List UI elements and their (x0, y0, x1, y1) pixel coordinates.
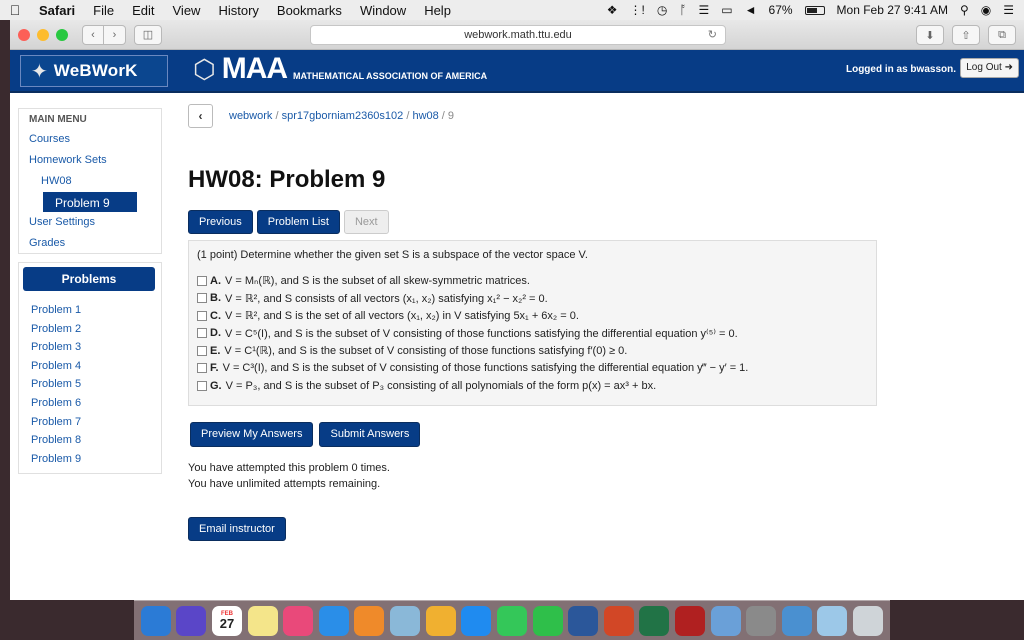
webwork-header (10, 50, 1024, 93)
problem-statement: (1 point) Determine whether the given set S is a subspace of the vector space V. (197, 249, 588, 261)
problem-link[interactable]: Problem 6 (31, 396, 82, 409)
choice-letter: G. (210, 379, 222, 392)
problem-link[interactable]: Problem 3 (31, 341, 82, 354)
battery-icon[interactable] (805, 6, 825, 15)
problem-link[interactable]: Problem 4 (31, 359, 82, 372)
maa-full-name: MATHEMATICAL ASSOCIATION OF AMERICA (293, 71, 488, 81)
chevron-right-icon: › (112, 28, 117, 41)
problem-link[interactable]: Problem 8 (31, 434, 82, 447)
menu-courses-link[interactable]: Courses (29, 133, 70, 145)
finder-icon[interactable] (141, 606, 171, 636)
downloads-button[interactable] (916, 25, 944, 45)
close-window-button[interactable] (18, 29, 30, 41)
menu-edit[interactable]: Edit (132, 2, 155, 18)
menu-user-settings-link[interactable]: User Settings (29, 216, 96, 228)
calendar-day: 27 (219, 616, 235, 631)
attempts-remaining: You have unlimited attempts remaining. (188, 478, 381, 490)
window-controls (18, 29, 68, 41)
menu-view[interactable]: View (172, 2, 201, 18)
time-machine-icon[interactable]: ◷ (656, 3, 668, 17)
powerpoint-icon[interactable] (604, 606, 634, 636)
sidebar-toggle-button[interactable] (134, 25, 162, 45)
answer-choice[interactable] (197, 325, 868, 343)
choice-letter: E. (210, 344, 221, 357)
problem-list-button[interactable]: Problem List (257, 210, 340, 234)
download-icon: ⬇ (925, 29, 935, 42)
problem-nav (188, 210, 389, 234)
minimize-window-button[interactable] (37, 29, 49, 41)
word-icon[interactable] (568, 606, 598, 636)
forward-nav-button[interactable] (104, 25, 126, 45)
answer-choice[interactable] (197, 290, 868, 308)
share-button[interactable] (952, 25, 980, 45)
macos-menu-bar (0, 0, 1024, 20)
menu-clock[interactable]: Mon Feb 27 9:41 AM (836, 3, 948, 17)
webwork-star-icon: ✦ (31, 60, 48, 83)
answer-checkbox[interactable] (197, 276, 207, 286)
ibooks-icon[interactable] (354, 606, 384, 636)
bluetooth-icon[interactable]: ᚩ (679, 3, 687, 17)
share-icon: ⇧ (961, 29, 971, 42)
maa-icosahedron-icon: ⬡ (193, 54, 216, 84)
answer-choice[interactable] (197, 272, 868, 290)
photo-booth-icon[interactable] (675, 606, 705, 636)
menu-grades-link[interactable]: Grades (29, 237, 66, 249)
answer-choice[interactable] (197, 342, 868, 360)
url-text: webwork.math.ttu.edu (464, 29, 572, 41)
breadcrumb-webwork[interactable]: webwork (229, 110, 273, 122)
siri-icon[interactable] (176, 606, 206, 636)
main-menu-title: MAIN MENU (29, 114, 87, 125)
choice-letter: F. (210, 362, 219, 375)
logout-icon: ➜ (1004, 62, 1013, 73)
chevron-left-icon: ‹ (91, 28, 95, 41)
logout-label: Log Out (966, 62, 1002, 73)
facetime-icon[interactable] (533, 606, 563, 636)
zoom-window-button[interactable] (56, 29, 68, 41)
problems-panel (18, 262, 162, 474)
problem-link[interactable]: Problem 9 (31, 452, 82, 465)
apple-icon[interactable] (0, 2, 30, 18)
breadcrumb: ‹ webwork / spr17gborniam2360s102 / hw08 / 9 (188, 104, 454, 128)
choice-text: V = C⁵(I), and S is the subset of V consisting of those functions satisfying the differential equation y⁽⁵⁾ = 0. (225, 327, 738, 340)
notification-center-icon[interactable]: ☰ (1003, 3, 1014, 17)
attempts-info (188, 460, 390, 492)
maa-abbr: MAA (221, 52, 288, 85)
menu-bookmarks[interactable]: Bookmarks (276, 2, 342, 18)
spotlight-search-icon[interactable]: ⚲ (959, 3, 969, 17)
choice-text: V = Mₙ(ℝ), and S is the subset of all skew-symmetric matrices. (225, 275, 530, 288)
choice-text: V = C³(I), and S is the subset of V consisting of those functions satisfying the differential equation y‴ − y′ = 1. (222, 362, 749, 375)
preview-icon[interactable] (390, 606, 420, 636)
folder-icon[interactable] (817, 606, 847, 636)
menu-hw08-link[interactable]: HW08 (41, 175, 72, 187)
menu-file[interactable]: File (93, 2, 115, 18)
itunes-icon[interactable] (283, 606, 313, 636)
menu-history[interactable]: History (218, 2, 259, 18)
reload-icon[interactable]: ↻ (707, 29, 717, 41)
choice-letter: B. (210, 292, 221, 305)
menu-problem-active[interactable]: Problem 9 (43, 192, 137, 212)
choice-text: V = C¹(ℝ), and S is the subset of V consisting of those functions satisfying f′(0) ≥ 0. (224, 345, 628, 358)
calendar-icon[interactable] (212, 606, 242, 636)
choice-letter: C. (210, 309, 221, 322)
answer-checkbox[interactable] (197, 363, 207, 373)
answer-checkbox[interactable] (197, 311, 207, 321)
browser-toolbar (10, 20, 1024, 50)
login-status: Logged in as bwasson. (845, 64, 956, 75)
email-instructor-button[interactable]: Email instructor (188, 517, 286, 541)
siri-menu-icon[interactable]: ◉ (980, 3, 992, 17)
main-menu (18, 108, 162, 254)
maa-logo[interactable] (193, 54, 487, 84)
problem-link[interactable]: Problem 5 (31, 378, 82, 391)
preview-answers-button[interactable]: Preview My Answers (190, 422, 313, 447)
answer-checkbox[interactable] (197, 346, 207, 356)
macos-dock (134, 600, 890, 640)
menu-window[interactable]: Window (359, 2, 407, 18)
problems-title: Problems (23, 267, 155, 291)
photos-icon[interactable] (426, 606, 456, 636)
problem-link[interactable]: Problem 1 (31, 304, 82, 316)
battery-percent: 67% (768, 3, 793, 17)
menu-homework-sets-link[interactable]: Homework Sets (29, 154, 107, 166)
volume-icon[interactable]: ◄ (744, 3, 757, 17)
webwork-logo-text: WeBWorK (53, 61, 138, 80)
safari-icon[interactable] (319, 606, 349, 636)
airplay-icon[interactable]: ▭ (721, 3, 733, 17)
excel-icon[interactable] (639, 606, 669, 636)
system-preferences-icon[interactable] (746, 606, 776, 636)
page-title: HW08: Problem 9 (188, 166, 386, 193)
app-store-icon[interactable] (461, 606, 491, 636)
activity-icon[interactable]: ⋮! (629, 3, 645, 17)
wifi-icon[interactable]: ☰ (698, 3, 710, 17)
address-bar[interactable] (310, 25, 726, 45)
sidebar-icon: ◫ (142, 29, 154, 41)
trash-icon[interactable] (853, 606, 883, 636)
choice-text: V = P₃, and S is the subset of P₃ consisting of all polynomials of the form p(x) = ax³ + bx. (225, 379, 657, 392)
answer-checkbox[interactable] (197, 293, 207, 303)
tabs-icon: ⧉ (998, 28, 1006, 41)
answer-choice[interactable] (197, 360, 868, 378)
choice-letter: D. (210, 327, 221, 340)
calendar-month: FEB (221, 611, 234, 617)
breadcrumb-course[interactable]: spr17gborniam2360s102 (281, 110, 404, 122)
answer-checkbox[interactable] (197, 381, 207, 391)
webwork-logo[interactable] (20, 55, 168, 87)
submit-answers-button[interactable]: Submit Answers (319, 422, 420, 447)
preview-app-icon[interactable] (711, 606, 741, 636)
notes-icon[interactable] (248, 606, 278, 636)
logout-button[interactable] (960, 58, 1019, 78)
answer-choice[interactable] (197, 377, 868, 395)
problem-body (188, 240, 877, 406)
previous-button[interactable]: Previous (188, 210, 253, 234)
problem-link[interactable]: Problem 2 (31, 322, 82, 335)
breadcrumb-set[interactable]: hw08 (412, 110, 439, 122)
next-button: Next (344, 210, 389, 234)
dropbox-icon[interactable]: ❖ (606, 3, 618, 17)
attempts-count: You have attempted this problem 0 times. (188, 462, 390, 474)
back-nav-button[interactable] (82, 25, 104, 45)
back-button[interactable] (188, 104, 213, 128)
breadcrumb-problem: 9 (447, 110, 455, 122)
tabs-button[interactable] (988, 25, 1016, 45)
problem-link[interactable]: Problem 7 (31, 415, 82, 428)
choice-text: V = ℝ², and S consists of all vectors (x₁, x₂) satisfying x₁² − x₂² = 0. (225, 292, 548, 305)
menu-help[interactable]: Help (424, 2, 451, 18)
answer-actions (190, 422, 420, 447)
menu-app-name[interactable]: Safari (39, 2, 76, 18)
choice-letter: A. (210, 274, 221, 287)
choice-text: V = ℝ², and S is the set of all vectors (x₁, x₂) in V satisfying 5x₁ + 6x₂ = 0. (225, 310, 579, 323)
messages-icon[interactable] (497, 606, 527, 636)
answer-choice[interactable] (197, 307, 868, 325)
chevron-left-icon: ‹ (198, 109, 203, 123)
downloads-icon[interactable] (782, 606, 812, 636)
answer-checkbox[interactable] (197, 328, 207, 338)
